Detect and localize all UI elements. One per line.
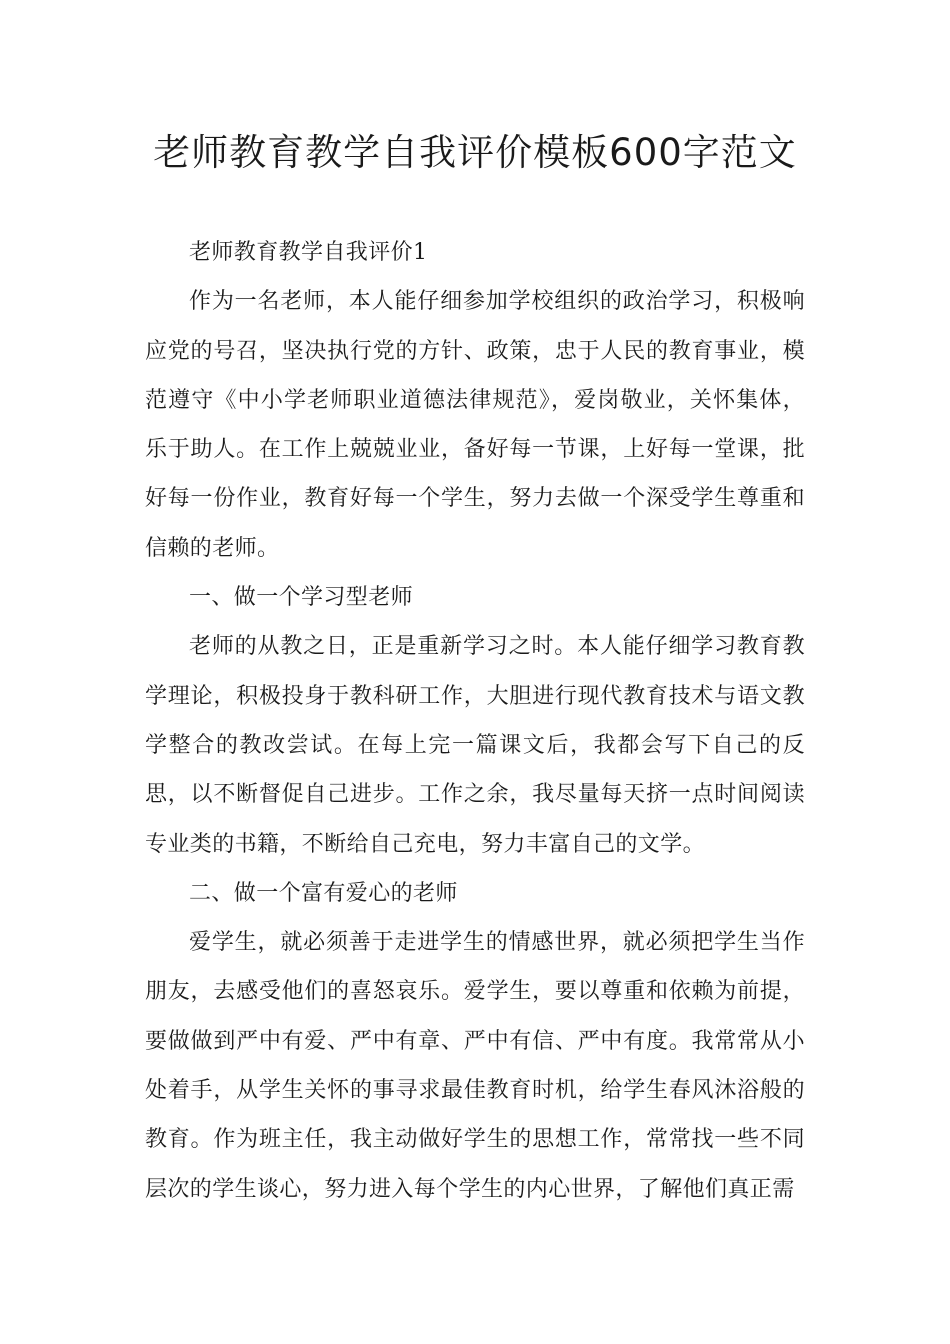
document-title: 老师教育教学自我评价模板600字范文 [153,131,797,174]
paragraph: 爱学生，就必须善于走进学生的情感世界，就必须把学生当作朋友，去感受他们的喜怒哀乐。爱学生，要以尊重和依赖为前提，要做做到严中有爱、严中有章、严中有信、严中有度。我常常从小处着手，从学生关怀的事寻求最佳教育时机，给学生春风沐浴般的教育。作为班主任，我主动做好学生的思想工作，常常找一些不同层次的学生谈心，努力进入每个学生的内心世界，了解他们真正需 [145,930,805,1202]
paragraph: 作为一名老师，本人能仔细参加学校组织的政治学习，积极响应党的号召，坚决执行党的方针、政策，忠于人民的教育事业，模范遵守《中小学老师职业道德法律规范》，爱岗敬业，关怀集体，乐于助人。在工作上兢兢业业，备好每一节课，上好每一堂课，批好每一份作业，教育好每一个学生，努力去做一个深受学生尊重和信赖的老师。 [145,289,805,561]
section-heading: 二、做一个富有爱心的老师 [189,880,458,906]
paragraph: 老师的从教之日，正是重新学习之时。本人能仔细学习教育教学理论，积极投身于教科研工作，大胆进行现代教育技术与语文教学整合的教改尝试。在每上完一篇课文后，我都会写下自己的反思，以不断督促自己进步。工作之余，我尽量每天挤一点时间阅读专业类的书籍，不断给自己充电，努力丰富自己的文学。 [145,634,805,857]
document-body [145,228,805,1214]
section-heading: 一、做一个学习型老师 [189,585,414,611]
section-heading: 老师教育教学自我评价1 [189,240,428,265]
